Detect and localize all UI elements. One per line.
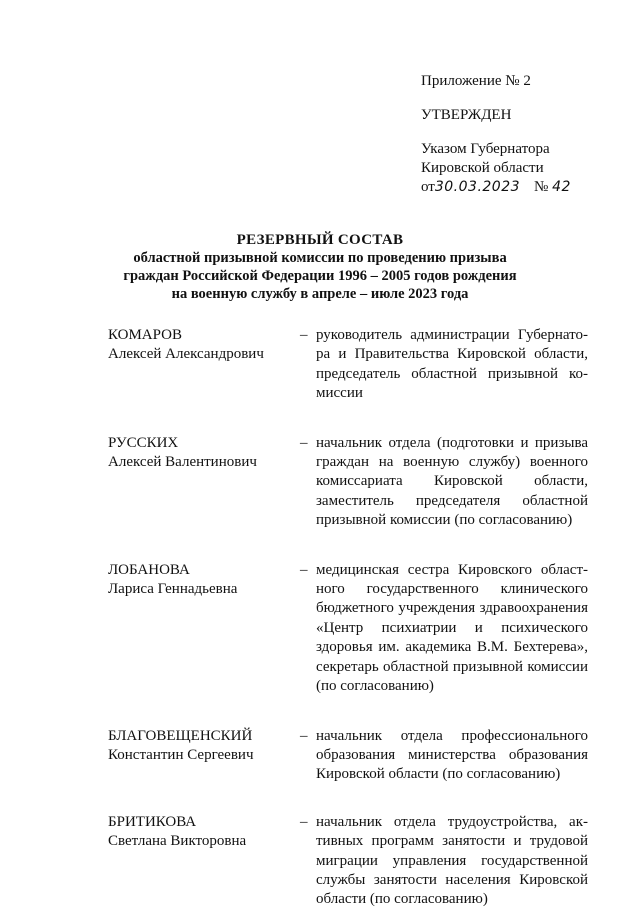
member-entry: [108, 727, 588, 785]
title-line-2: граждан Российской Федерации 1996 – 2005 годов рождения: [123, 268, 517, 284]
handwritten-date: 30.03.2023: [434, 179, 521, 195]
member-surname: КОМАРОВ: [108, 327, 182, 343]
document-title: [0, 231, 640, 303]
member-role: начальник отдела профессионального образования министерства образования Кировской области (по согласованию): [316, 727, 588, 783]
decree-date-line: [421, 178, 571, 197]
member-given-names: Алексей Александрович: [108, 346, 264, 363]
dash: –: [300, 727, 308, 744]
member-role: медицинская сестра Кировского областного государственного клинического бюджетного учреждения здравоохранения «Центр психиатрии и психического здоровья им. академика В.М. Бехтерева», секретарь областной призывной комиссии (по согласованию): [316, 561, 588, 695]
member-name: [108, 727, 300, 785]
member-given-names: Константин Сергеевич: [108, 746, 254, 763]
approved-label: УТВЕРЖДЕН: [421, 107, 512, 123]
member-surname: БРИТИКОВА: [108, 813, 197, 830]
number-prefix: №: [534, 179, 549, 195]
member-name: [108, 561, 300, 697]
member-name: [108, 326, 300, 404]
member-surname: РУССКИХ: [108, 434, 179, 451]
dash: –: [300, 434, 308, 451]
member-surname: ЛОБАНОВА: [108, 561, 190, 578]
member-given-names: Светлана Викторовна: [108, 833, 247, 850]
members-list: [108, 326, 588, 910]
member-given-names: Алексей Валентинович: [108, 454, 257, 471]
title-main: РЕЗЕРВНЫЙ СОСТАВ: [236, 232, 404, 248]
dash: –: [300, 561, 308, 578]
member-role: начальник отдела (подготовки и призыва граждан на военную службу) военного комиссариата Кировской области, заместитель председателя областной призывной комиссии (по согласованию): [316, 434, 588, 529]
member-role: начальник отдела трудоустройства, активных программ занятости и трудовой миграции управления государственной службы занятости населения Кировской области (по согласованию): [316, 813, 588, 908]
date-prefix: от: [421, 179, 435, 195]
appendix-label: Приложение № 2: [421, 73, 531, 89]
decree-line-1: Указом Губернатора: [421, 141, 550, 157]
dash: –: [300, 327, 308, 343]
member-role: руководитель администрации Губернатора и Правительства Кировской области, председатель областной призывной комиссии: [316, 327, 588, 402]
member-surname: БЛАГОВЕЩЕНСКИЙ: [108, 727, 253, 744]
member-entry: [108, 813, 588, 910]
approval-block: [421, 72, 571, 197]
title-line-1: областной призывной комиссии по проведению призыва: [133, 250, 507, 266]
title-line-3: на военную службу в апреле – июле 2023 года: [171, 286, 469, 302]
handwritten-number: 42: [552, 179, 571, 195]
member-entry: [108, 434, 588, 531]
decree-line-2: Кировской области: [421, 160, 544, 176]
member-name: [108, 813, 300, 910]
member-entry: [108, 326, 588, 404]
member-given-names: Лариса Геннадьевна: [108, 581, 238, 598]
dash: –: [300, 813, 308, 830]
member-entry: [108, 561, 588, 697]
member-name: [108, 434, 300, 531]
